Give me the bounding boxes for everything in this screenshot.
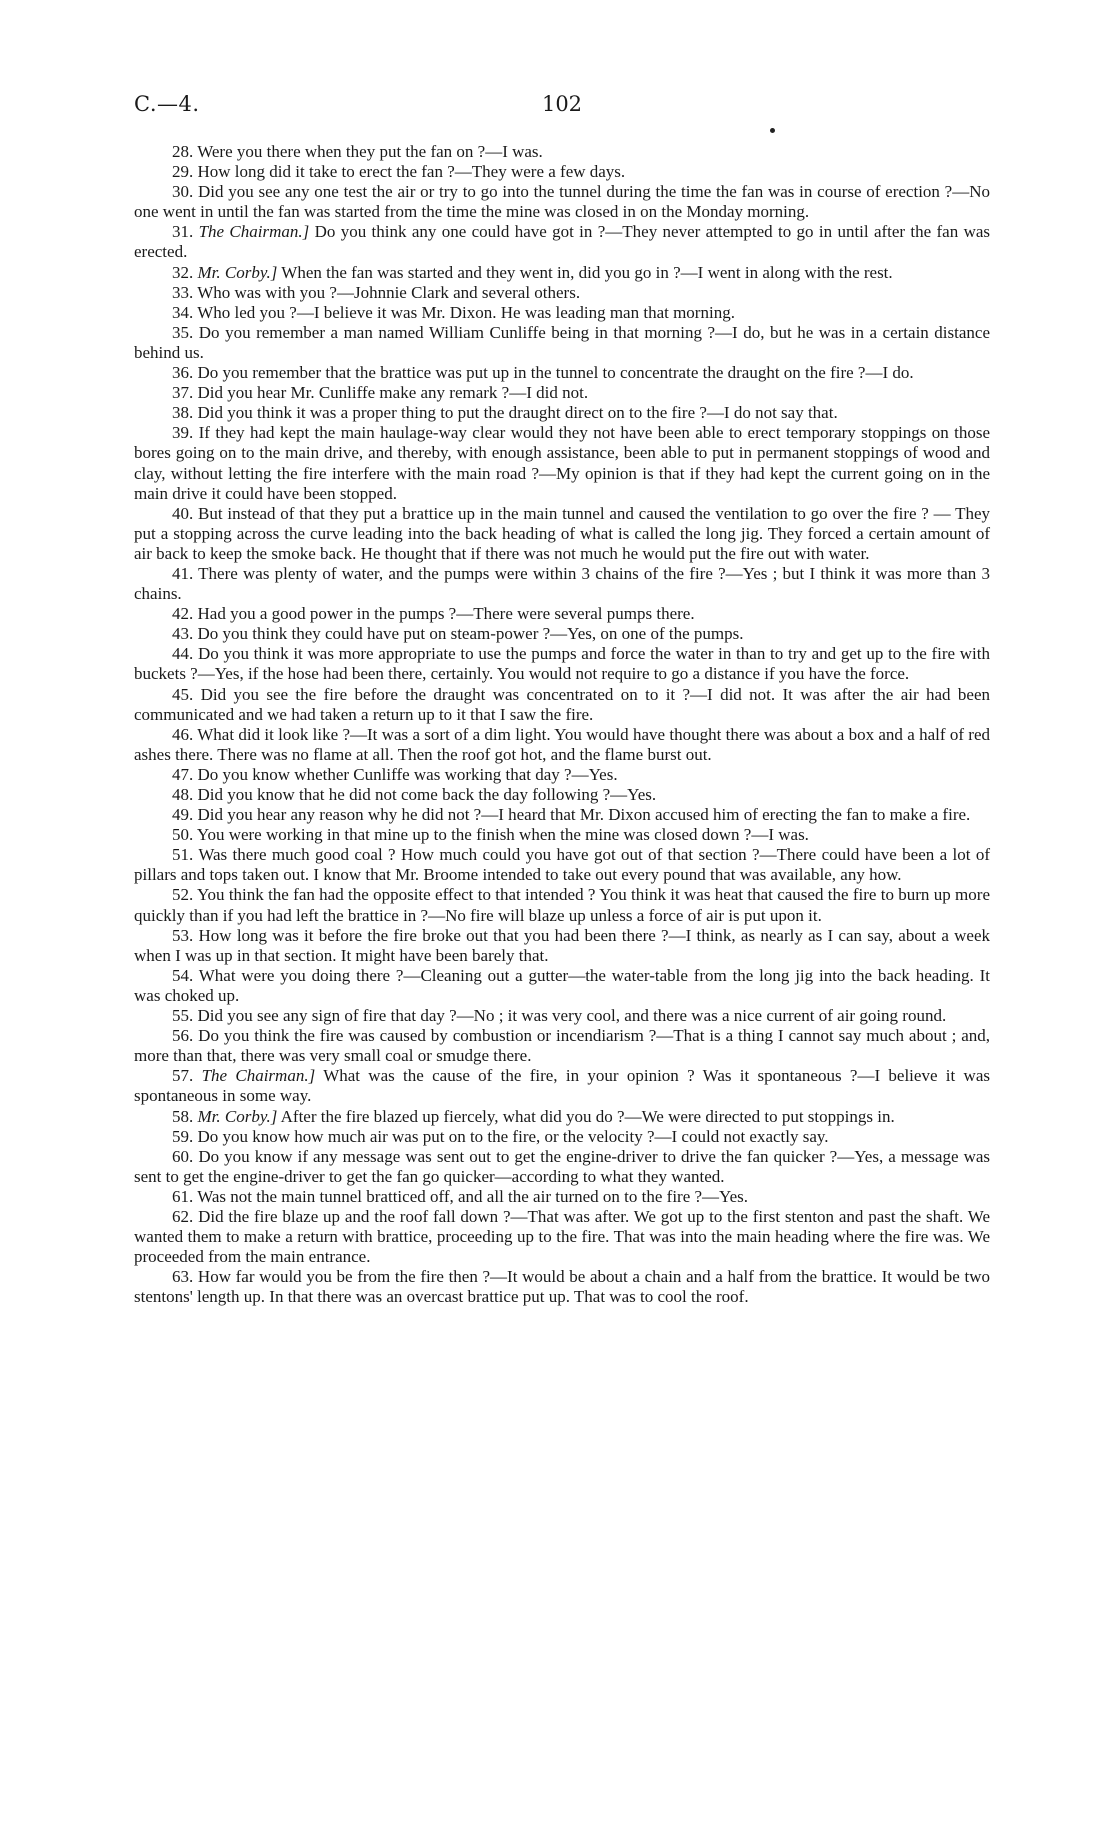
entry-number: 35. <box>172 322 194 342</box>
testimony-entry <box>134 805 990 825</box>
entry-number: 42. <box>172 604 194 624</box>
page-header <box>134 92 990 122</box>
entry-number: 32. <box>172 262 194 282</box>
testimony-entry <box>134 885 990 925</box>
entry-text: What were you doing there ?—Cleaning out a gutter—the water-table from the long jig into the back heading. It was choked up. <box>134 965 990 1005</box>
testimony-entry <box>134 283 990 303</box>
testimony-entry <box>134 966 990 1006</box>
entry-number: 41. <box>172 563 194 583</box>
ink-speck <box>770 128 775 133</box>
testimony-entry <box>134 765 990 785</box>
entry-text: What was the cause of the fire, in your opinion ? Was it spontaneous ?—I believe it was spontaneous in some way. <box>134 1066 990 1106</box>
entry-speaker: Mr. Corby.] <box>197 1106 278 1126</box>
testimony-entry <box>134 162 990 182</box>
entry-text: Do you know how much air was put on to the fire, or the velocity ?—I could not exactly say. <box>197 1126 829 1146</box>
testimony-entry <box>134 1026 990 1066</box>
entry-number: 46. <box>172 724 194 744</box>
entry-number: 50. <box>172 825 194 845</box>
entry-speaker: The Chairman.] <box>198 222 310 242</box>
entry-number: 38. <box>172 403 194 423</box>
entry-text: Do you think they could have put on steam-power ?—Yes, on one of the pumps. <box>197 624 744 644</box>
entry-number: 28. <box>172 142 194 161</box>
testimony-body <box>134 142 990 1307</box>
testimony-entry <box>134 363 990 383</box>
entry-text: Had you a good power in the pumps ?—There were several pumps there. <box>197 604 695 624</box>
entry-number: 60. <box>172 1146 194 1166</box>
entry-text: You were working in that mine up to the finish when the mine was closed down ?—I was. <box>196 825 809 845</box>
testimony-entry <box>134 1267 990 1307</box>
entry-text: But instead of that they put a brattice up in the main tunnel and caused the ventilation to go over the fire ? — They put a stopping across the curve leading into the back heading of what is called the long jig. They forced a certain amount of air back to keep the smoke back. He thought that if there was not much he would put the fire out with water. <box>134 503 991 563</box>
testimony-entry <box>134 303 990 323</box>
entry-number: 55. <box>172 1006 194 1026</box>
entry-text: Do you remember that the brattice was put up in the tunnel to concentrate the draught on the fire ?—I do. <box>197 363 914 383</box>
testimony-entry <box>134 182 990 222</box>
entry-text: Did you see any sign of fire that day ?—No ; it was very cool, and there was a nice current of air going round. <box>197 1006 947 1026</box>
entry-speaker: The Chairman.] <box>201 1066 316 1086</box>
testimony-entry <box>134 644 990 684</box>
entry-text: Did you hear Mr. Cunliffe make any remark ?—I did not. <box>197 383 589 403</box>
entry-text: Did you see the fire before the draught was concentrated on to it ?—I did not. It was after the air had been communicated and we had taken a return up to it that I saw the fire. <box>134 684 990 724</box>
entry-number: 53. <box>172 925 194 945</box>
entry-text: Were you there when they put the fan on ?—I was. <box>197 142 543 161</box>
entry-text: Did you think it was a proper thing to put the draught direct on to the fire ?—I do not say that. <box>197 403 838 423</box>
entry-number: 34. <box>172 302 194 322</box>
entry-number: 40. <box>172 503 194 523</box>
testimony-entry <box>134 1066 990 1106</box>
entry-text: Do you know whether Cunliffe was working that day ?—Yes. <box>197 764 618 784</box>
testimony-entry <box>134 825 990 845</box>
entry-number: 45. <box>172 684 194 704</box>
entry-number: 47. <box>172 764 194 784</box>
entry-text: Do you know if any message was sent out to get the engine-driver to drive the fan quicker ?—Yes, a message was sent to get the engine-driver to get the fan go quicker—according to what they wanted. <box>134 1146 991 1186</box>
testimony-entry <box>134 222 990 262</box>
entry-text: Was there much good coal ? How much could you have got out of that section ?—There could have been a lot of pillars and tops taken out. I know that Mr. Broome intended to take out every pound that was available, any how. <box>134 845 990 885</box>
entry-text: You think the fan had the opposite effect to that intended ? You think it was heat that caused the fire to burn up more quickly than if you had left the brattice in ?—No fire will blaze up unless a force of air is put upon it. <box>134 885 990 925</box>
entry-text: Do you think any one could have got in ?—They never attempted to go in until after the fan was erected. <box>134 222 991 262</box>
entry-text: How long was it before the fire broke out that you had been there ?—I think, as nearly as I can say, about a week when I was up in that section. It might have been barely that. <box>134 925 990 965</box>
testimony-entry <box>134 685 990 725</box>
testimony-entry <box>134 383 990 403</box>
entry-text: How long did it take to erect the fan ?—They were a few days. <box>197 162 626 182</box>
entry-text: What did it look like ?—It was a sort of a dim light. You would have thought there was about a box and a half of red ashes there. There was no flame at all. Then the roof got hot, and the flame burst out. <box>134 724 990 764</box>
page-number: 102 <box>541 92 583 116</box>
testimony-entry <box>134 725 990 765</box>
entry-number: 29. <box>172 162 194 182</box>
testimony-entry <box>134 263 990 283</box>
entry-text: Was not the main tunnel bratticed off, and all the air turned on to the fire ?—Yes. <box>197 1186 749 1206</box>
testimony-entry <box>134 142 990 162</box>
entry-number: 43. <box>172 624 194 644</box>
entry-number: 33. <box>172 282 194 302</box>
entry-text: How far would you be from the fire then ?—It would be about a chain and a half from the brattice. It would be two stentons' length up. In that there was an overcast brattice put up. That was to cool the roof. <box>134 1267 991 1307</box>
testimony-entry <box>134 423 990 503</box>
testimony-entry <box>134 1006 990 1026</box>
testimony-entry <box>134 403 990 423</box>
entry-number: 62. <box>172 1206 194 1226</box>
testimony-entry <box>134 604 990 624</box>
testimony-entry <box>134 785 990 805</box>
entry-text: Did you see any one test the air or try to go into the tunnel during the time the fan was in course of erection ?—No one went in until the fan was started from the time the mine was closed in on the Monday morning. <box>134 182 991 222</box>
entry-text: When the fan was started and they went in, did you go in ?—I went in along with the rest. <box>281 262 893 282</box>
entry-number: 59. <box>172 1126 194 1146</box>
entry-number: 56. <box>172 1026 194 1046</box>
entry-number: 52. <box>172 885 194 905</box>
entry-number: 39. <box>172 423 194 443</box>
testimony-entry <box>134 504 990 564</box>
entry-text: Who led you ?—I believe it was Mr. Dixon. He was leading man that morning. <box>197 302 735 322</box>
entry-text: Did you know that he did not come back the day following ?—Yes. <box>197 785 657 804</box>
entry-number: 37. <box>172 383 194 403</box>
testimony-entry <box>134 624 990 644</box>
entry-speaker: Mr. Corby.] <box>197 262 278 282</box>
entry-number: 48. <box>172 785 194 804</box>
document-code: C.—4. <box>134 92 200 116</box>
testimony-entry <box>134 1127 990 1147</box>
entry-number: 51. <box>172 845 194 865</box>
testimony-entry <box>134 845 990 885</box>
entry-text: After the fire blazed up fiercely, what did you do ?—We were directed to put stoppings in. <box>280 1106 895 1126</box>
entry-number: 57. <box>172 1066 194 1086</box>
entry-text: Do you think it was more appropriate to use the pumps and force the water in than to try and get up to the fire with buckets ?—Yes, if the hose had been there, certainly. You would not require to go a distance if you have the force. <box>134 644 990 684</box>
testimony-entry <box>134 1107 990 1127</box>
testimony-entry <box>134 1187 990 1207</box>
entry-number: 61. <box>172 1186 194 1206</box>
entry-number: 31. <box>172 222 194 242</box>
entry-number: 36. <box>172 363 194 383</box>
entry-text: Did the fire blaze up and the roof fall down ?—That was after. We got up to the first stenton and past the shaft. We wanted them to make a return with brattice, proceeding up to the fire. That was into the main heading where the fire was. We proceeded from the main entrance. <box>134 1206 991 1267</box>
entry-text: Do you remember a man named William Cunliffe being in that morning ?—I do, but he was in a certain distance behind us. <box>134 322 991 362</box>
testimony-entry <box>134 1147 990 1187</box>
entry-number: 54. <box>172 965 194 985</box>
entry-number: 49. <box>172 805 194 825</box>
testimony-entry <box>134 1207 990 1267</box>
entry-text: Did you hear any reason why he did not ?—I heard that Mr. Dixon accused him of erecting the fan to make a fire. <box>197 805 971 825</box>
testimony-entry <box>134 564 990 604</box>
entry-number: 44. <box>172 644 194 664</box>
entry-number: 63. <box>172 1267 194 1287</box>
entry-number: 58. <box>172 1106 194 1126</box>
entry-text: Who was with you ?—Johnnie Clark and several others. <box>197 282 581 302</box>
entry-text: There was plenty of water, and the pumps were within 3 chains of the fire ?—Yes ; but I think it was more than 3 chains. <box>134 563 990 604</box>
entry-text: Do you think the fire was caused by combustion or incendiarism ?—That is a thing I cannot say much about ; and, more than that, there was very small coal or smudge there. <box>134 1026 991 1066</box>
testimony-entry <box>134 323 990 363</box>
testimony-entry <box>134 926 990 966</box>
entry-number: 30. <box>172 182 194 202</box>
entry-text: If they had kept the main haulage-way clear would they not have been able to erect temporary stoppings on those bores going on to the main drive, and thereby, with enough assistance, been able to put in permanent stoppings of wood and clay, without letting the fire interfere with the main road ?—My opinion is that if they had kept the current going on in the main drive it could have been stopped. <box>134 423 991 503</box>
